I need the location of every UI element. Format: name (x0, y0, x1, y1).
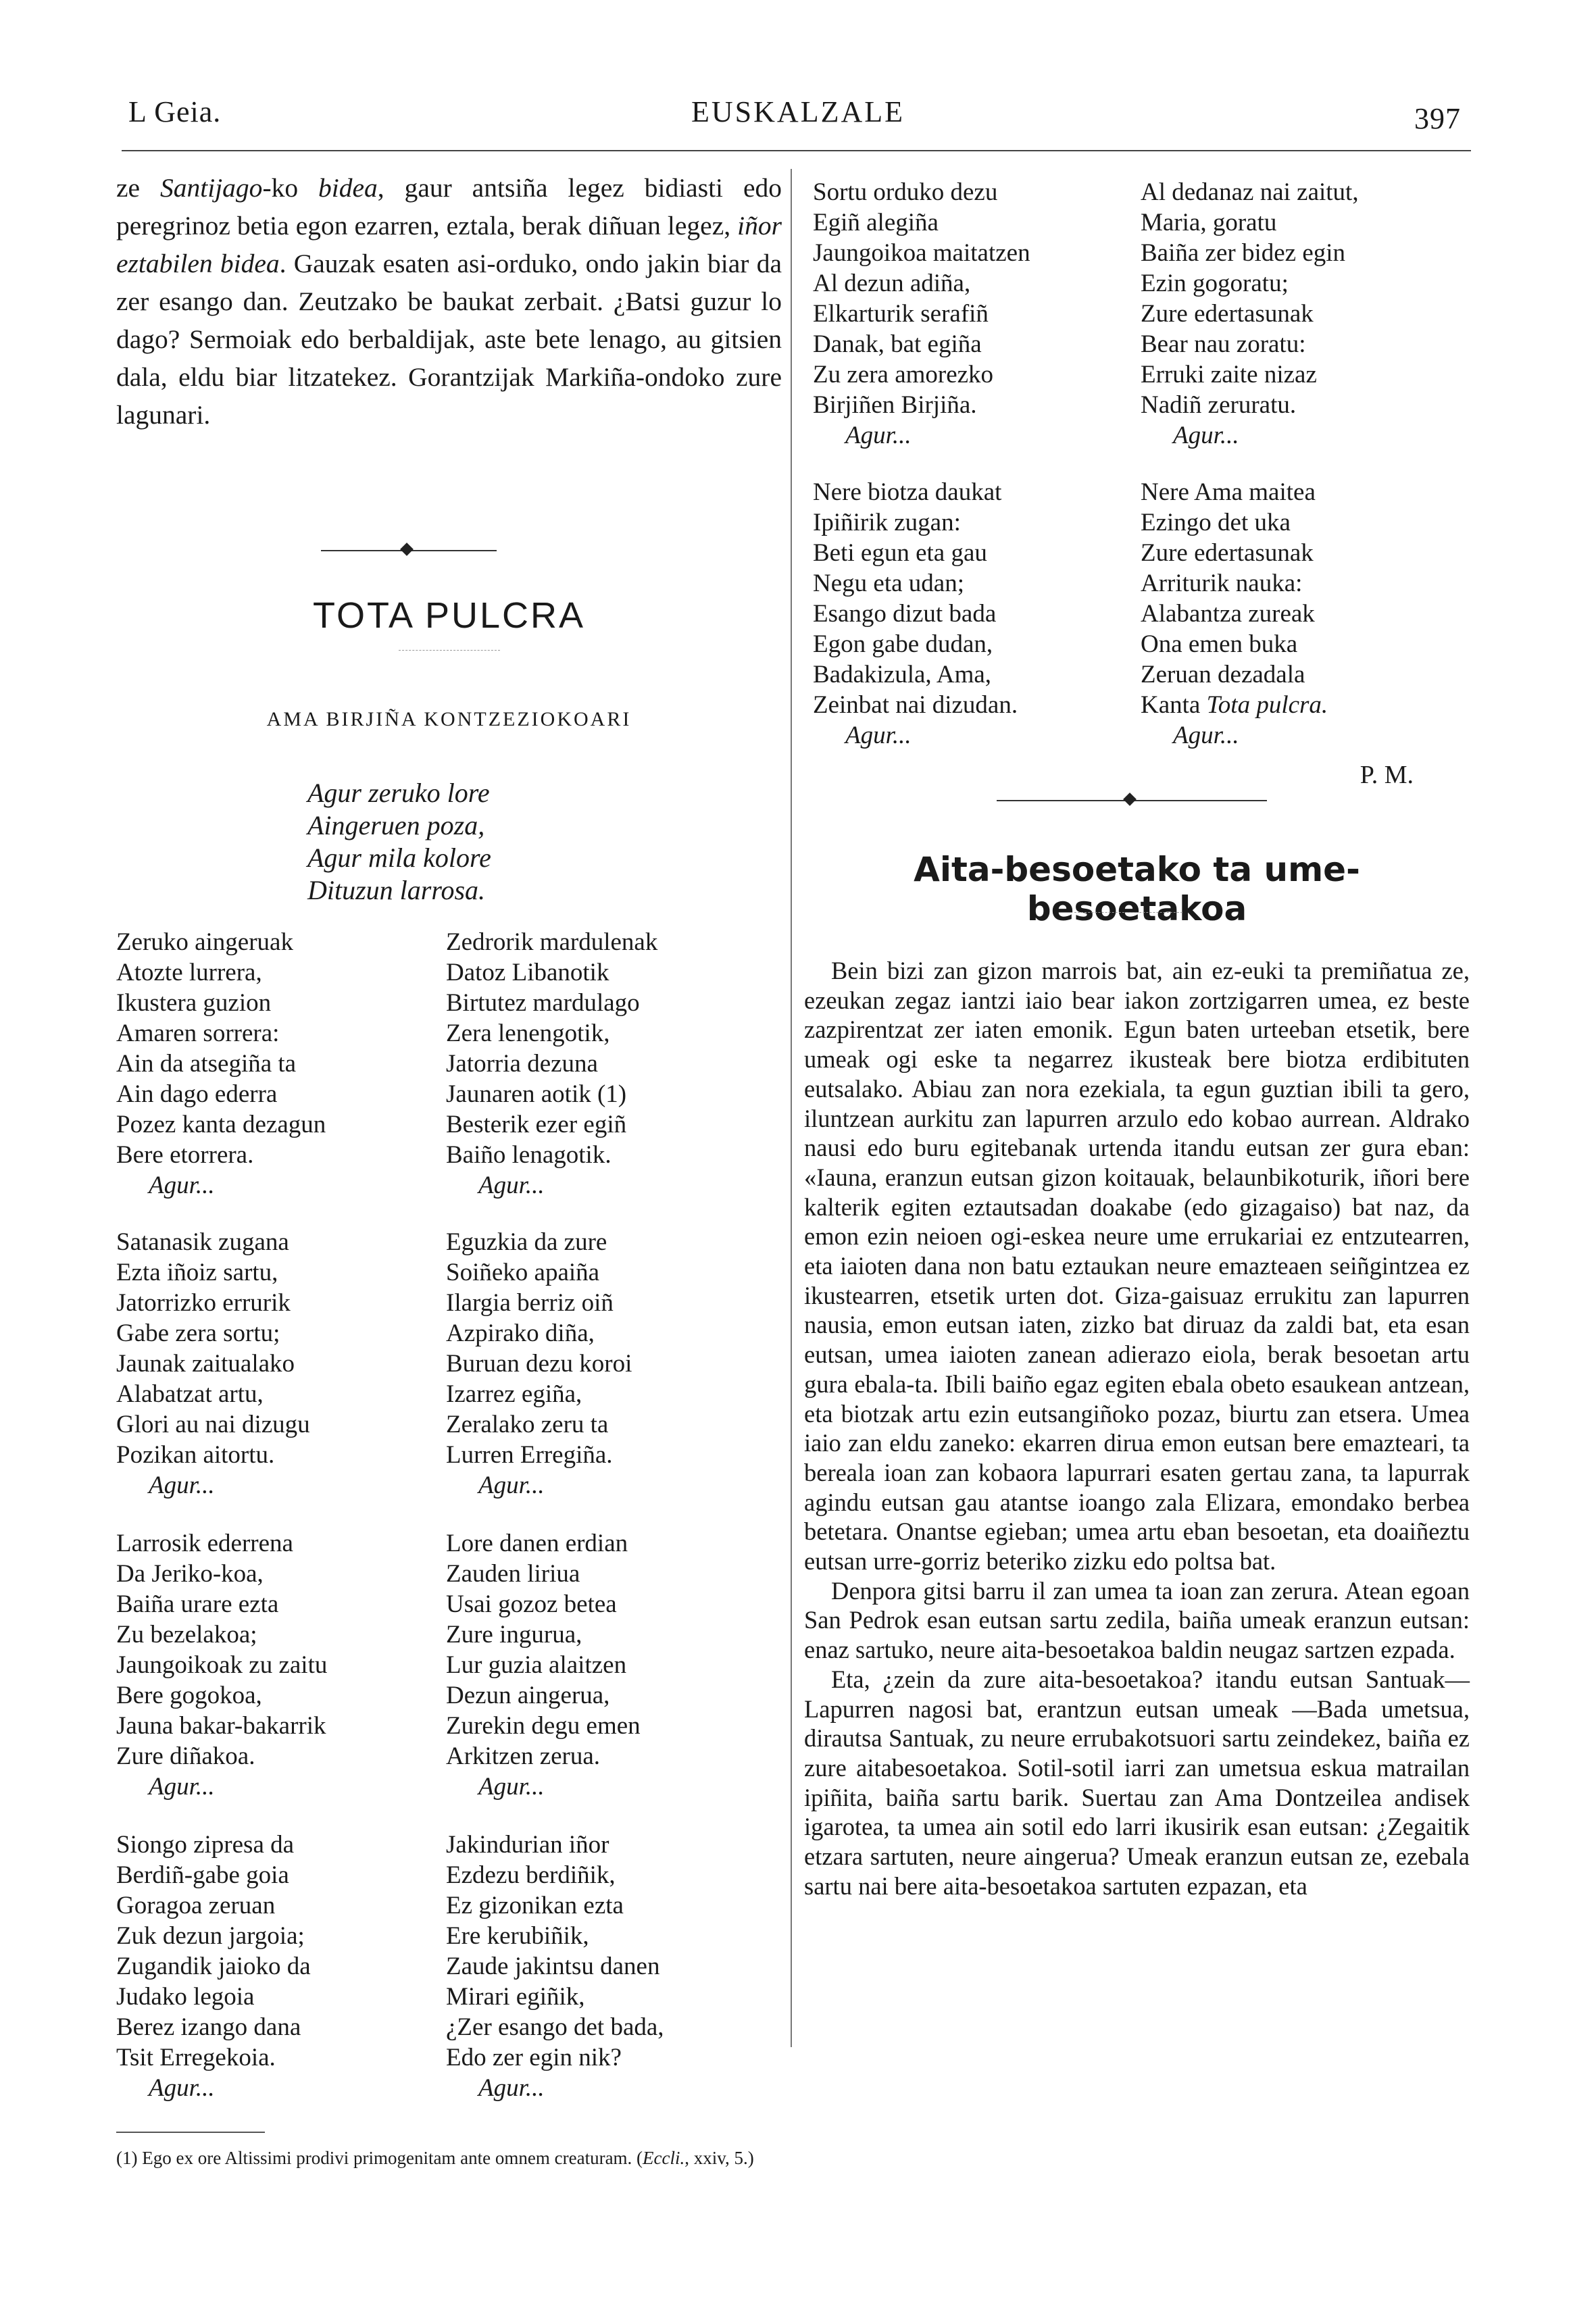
page-number: 397 (1414, 102, 1461, 135)
stanza: Al dedanaz nai zaitut, Maria, goratu Baiña zer bidez egin Ezin gogoratu; Zure edertasunak Bear nau zoratu: Erruki zaite nizaz Nadiñ zeruratu. Agur... (1141, 178, 1359, 449)
ornament-rule (997, 790, 1267, 811)
story-paragraph: Bein bizi zan gizon marrois bat, ain ez-euki ta premiñatua ze, ezeukan zegaz iantzi iaio bear iakon zortzigarren umea, ez beste zazpirentzat zer iaten emonik. Egun baten urteeban etsetik, bere umeak ogi eske ta negarrez ikusteak bere biotza erdibituten eutsalako. Abiau zan nora ezekiala, ta egun guztian ibili ta gero, iluntzean aurkitu zan lapurren arzulo edo kobao aurrean. Aldrako nausi edo buru egitebanak urtenda itandu eutsan zer gura eban: «Iauna, eranzun eutsan gizon koitauak, belaunbikoturik, iñori bere kalterik egiten eztautsadan doakabe (edo gizagaiso) bat naz, da emon ezin neioen ogi-eskea neure ume errukariai ez entzutearren, eta iaioten dana non batu eztaukan neure emazteaen seiñgintzea ez ikustearren, etsetik urten dot. Giza-gaisuaz errukitu zan lapurren nausia, emon eutsan iaten, zizko bat diruaz da zaldi bat, eta esan eutsan, umea iaioten zanean adierazo eiola, berak besoetan artu gura ebala-ta. Ibili baiño egaz egiten ebala obeto esaukean antzean, eta biotzak artu ezin eutsangiñoko pozaz, biurtu zan etsera. Umea iaio zan eldu zaneko: ekarren dirua emon eutsan bere emazteari, ta bereala ioan zan kobaora lapurrari esaten gertau zana, ta lapurrak agindu eutsan gau atantse ioango zala Elizara, emondako berbea betetara. Onantse egieban; umea artu eban besoetan, eta doaiñeztu eutsan urre-gorriz beteriko zizku edo poltsa bat. (804, 957, 1470, 1576)
story-body (804, 956, 1470, 1901)
stanza: Sortu orduko dezu Egiñ alegiña Jaungoikoa maitatzen Al dezun adiña, Elkarturik serafiñ Danak, bat egiña Zu zera amorezko Birjiñen Birjiña. Agur... (813, 178, 1030, 449)
refrain-line: Dituzun larrosa. (307, 875, 486, 905)
poem-title: TOTA PULCRA (312, 595, 586, 636)
stanza: Lore danen erdian Zauden liriua Usai gozoz betea Zure ingurua, Lur guzia alaitzen Dezun aingerua, Zurekin degu emen Arkitzen zerua. Agur... (446, 1530, 641, 1801)
stanza: Nere Ama maitea Ezingo det uka Zure edertasunak Arriturik nauka: Alabantza zureak Ona emen buka Zeruan dezadala Kanta Tota pulcra. Agur... (1141, 478, 1328, 749)
stanza: Larrosik ederrena Da Jeriko-koa, Baiña urare ezta Zu bezelakoa; Jaungoikoak zu zaitu Bere gogokoa, Jauna bakar-bakarrik Zure diñakoa. Agur... (116, 1530, 328, 1801)
poem-signature: P. M. (1360, 761, 1414, 789)
stanza: Jakindurian iñor Ezdezu berdiñik, Ez gizonikan ezta Ere kerubiñik, Zaude jakintsu danen Mirari egiñik, ¿Zer esango det bada, Edo zer egin nik? Agur... (446, 1831, 664, 2102)
running-header-left: L Geia. (128, 95, 222, 128)
left-column (116, 169, 782, 434)
stanza: Satanasik zugana Ezta iñoiz sartu, Jatorrizko errurik Gabe zera sortu; Jaunak zaitualako Alabatzat artu, Glori au nai dizugu Pozikan aitortu. Agur... (116, 1228, 310, 1499)
running-header-title: EUSKALZALE (691, 95, 905, 128)
refrain-line: Agur mila kolore (307, 842, 491, 873)
poem-dedication: AMA BIRJIÑA KONTZEZIOKOARI (266, 708, 632, 730)
refrain-line: Agur zeruko lore (307, 778, 490, 808)
stanza: Zeruko aingeruak Atozte lurrera, Ikustera guzion Amaren sorrera: Ain da atsegiña ta Ain dago ederra Pozez kanta dezagun Bere etorrera. Agur... (116, 928, 326, 1199)
column-divider (791, 169, 792, 2047)
poem-refrain (307, 777, 491, 907)
story-title: Aita-besoetako ta ume-besoetakoa (914, 850, 1360, 928)
title-underline (1074, 912, 1182, 913)
stanza: Eguzkia da zure Soiñeko apaiña Ilargia berriz oiñ Azpirako diña, Buruan dezu koroi Izarrez egiña, Zeralako zeru ta Lurren Erregiña. Agur... (446, 1228, 632, 1499)
stanza: Siongo zipresa da Berdiñ-gabe goia Goragoa zeruan Zuk dezun jargoia; Zugandik jaioko da Judako legoia Berez izango dana Tsit Erregekoia. Agur... (116, 1831, 311, 2102)
stanza: Zedrorik mardulenak Datoz Libanotik Birtutez mardulago Zera lenengotik, Jatorria dezuna Jaunaren aotik (1) Besterik ezer egiñ Baiño lenagotik. Agur... (446, 928, 658, 1199)
story-paragraph: Denpora gitsi barru il zan umea ta ioan zan zerura. Atean egoan San Pedrok esan eutsan sartu zedila, baiña umeak eranzun eutsan: enaz sartuko, neure aita-besoetakoa baldin neugaz sartzen ezpada. (804, 1576, 1470, 1664)
footnote-rule (116, 2132, 265, 2133)
footnote: (1) Ego ex ore Altissimi prodivi primogenitam ante omnem creaturam. (Eccli., xxiv, 5.) (116, 2148, 754, 2168)
stanza: Nere biotza daukat Ipiñirik zugan: Beti egun eta gau Negu eta udan; Esango dizut bada Egon gabe dudan, Badakizula, Ama, Zeinbat nai dizudan. Agur... (813, 478, 1018, 749)
story-paragraph: Eta, ¿zein da zure aita-besoetakoa? itandu eutsan Santuak—Lapurren nagosi bat, erantzun eutsan umeak —Bada umetsua, dirautsa Santuak, zu neure errubakotsuori sartu zeindekez, baiña ez zure aitabesoetakoa. Sotil-sotil iarri zan umetsua eskua matrailan ipiñita, baiña sartu barik. Suertau zan Ama Dontzeilea andisek igarotea, ta umea ain sotil edo larri ikusirik esan eutsan: ¿Zegaitik etzara sartuten, neure aingerua? Umeak eranzun eutsan ze, ezebala sartu nai bere aita-besoetakoa sartuten ezpazan, eta (804, 1665, 1470, 1900)
ornament-rule (321, 540, 497, 561)
refrain-line: Aingeruen poza, (307, 810, 485, 840)
intro-paragraph: ze Santijago-ko bidea, gaur antsiña legez bidiasti edo peregrinoz betia egon ezarren, eztala, berak diñuan legez, iñor eztabilen bidea. Gauzak esaten asi-orduko, ondo jakin biar da zer esango dan. Zeutzako be baukat zerbait. ¿Batsi guzur lo dago? Sermoiak edo berbaldijak, aste bete lenago, au gitsien dala, eldu biar litzatekez. Gorantzijak Markiña-ondoko zure lagunari. (116, 173, 782, 430)
title-underline (399, 650, 500, 651)
header-rule (122, 150, 1471, 151)
